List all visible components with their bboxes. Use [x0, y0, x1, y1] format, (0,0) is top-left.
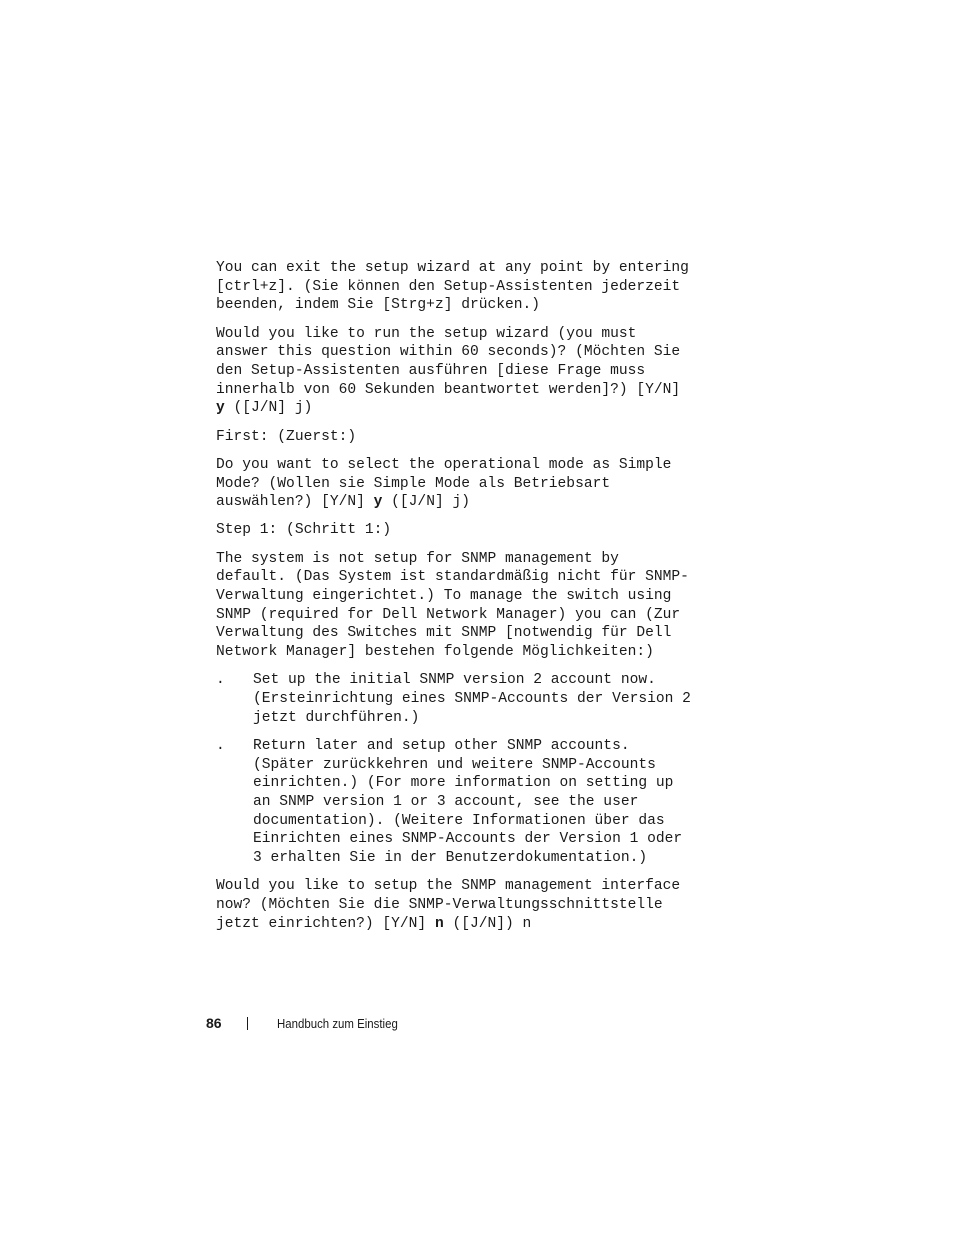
page-number: 86	[206, 1015, 222, 1031]
simple-mode-answer: y	[373, 494, 383, 511]
step-1-heading: Step 1: (Schritt 1:)	[216, 522, 392, 539]
list-item	[216, 737, 736, 868]
list-item	[216, 671, 736, 727]
snmp-interface-tail: ([J/N]) n	[443, 915, 532, 932]
run-wizard-paragraph	[216, 325, 736, 419]
bullet-text-setup-now: Set up the initial SNMP version 2 account now. (Ersteinrichtung eines SNMP-Accounts der Version 2 jetzt durchführen.)	[253, 672, 691, 726]
document-body	[216, 259, 736, 943]
snmp-default-paragraph: The system is not setup for SNMP management by default. (Das System ist standardmäßig nicht für SNMP- Verwaltung eingerichtet.) To manage the switch using SNMP (required for Dell Network Manager) you can (Zur Verwaltung des Switches mit SNMP [notwendig für Dell Network Manager] bestehen folgende Möglichkeiten:)	[216, 550, 689, 661]
snmp-interface-paragraph	[216, 877, 736, 933]
run-wizard-question: Would you like to run the setup wizard (you must answer this question within 60 seconds)? (Möchten Sie den Setup-Assistenten ausführen [diese Frage muss innerhalb von 60 Sekunden beantwortet werden]?) [Y/N]	[216, 325, 681, 398]
footer-separator	[247, 1017, 248, 1030]
page-footer	[206, 1015, 414, 1031]
exit-wizard-paragraph: You can exit the setup wizard at any point by entering [ctrl+z]. (Sie können den Setup-Assistenten jederzeit beenden, indem Sie [Strg+z] drücken.)	[216, 260, 689, 314]
simple-mode-tail: ([J/N] j)	[382, 494, 470, 511]
first-heading: First: (Zuerst:)	[216, 428, 357, 445]
simple-mode-paragraph	[216, 456, 736, 512]
bullet-mark: .	[216, 672, 225, 689]
footer-title: Handbuch zum Einstieg	[277, 1015, 398, 1031]
bullet-mark: .	[216, 737, 225, 754]
bullet-text-return-later: Return later and setup other SNMP accounts. (Später zurückkehren und weitere SNMP-Accounts einrichten.) (For more information on setting up an SNMP version 1 or 3 account, see the user documentation). (Weitere Informationen über das Einrichten eines SNMP-Accounts der Version 1 oder 3 erhalten Sie in der Benutzerdokumentation.)	[253, 737, 683, 867]
simple-mode-question: Do you want to select the operational mode as Simple Mode? (Wollen sie Simple Mode als Betriebsart auswählen?) [Y/N]	[216, 456, 672, 511]
run-wizard-tail: ([J/N] j)	[224, 400, 313, 417]
snmp-interface-answer: n	[434, 915, 444, 932]
run-wizard-answer: y	[216, 400, 225, 417]
snmp-interface-question: Would you like to setup the SNMP management interface now? (Möchten Sie die SNMP-Verwaltungsschnittstelle jetzt einrichten?) [Y/N]	[216, 878, 681, 932]
